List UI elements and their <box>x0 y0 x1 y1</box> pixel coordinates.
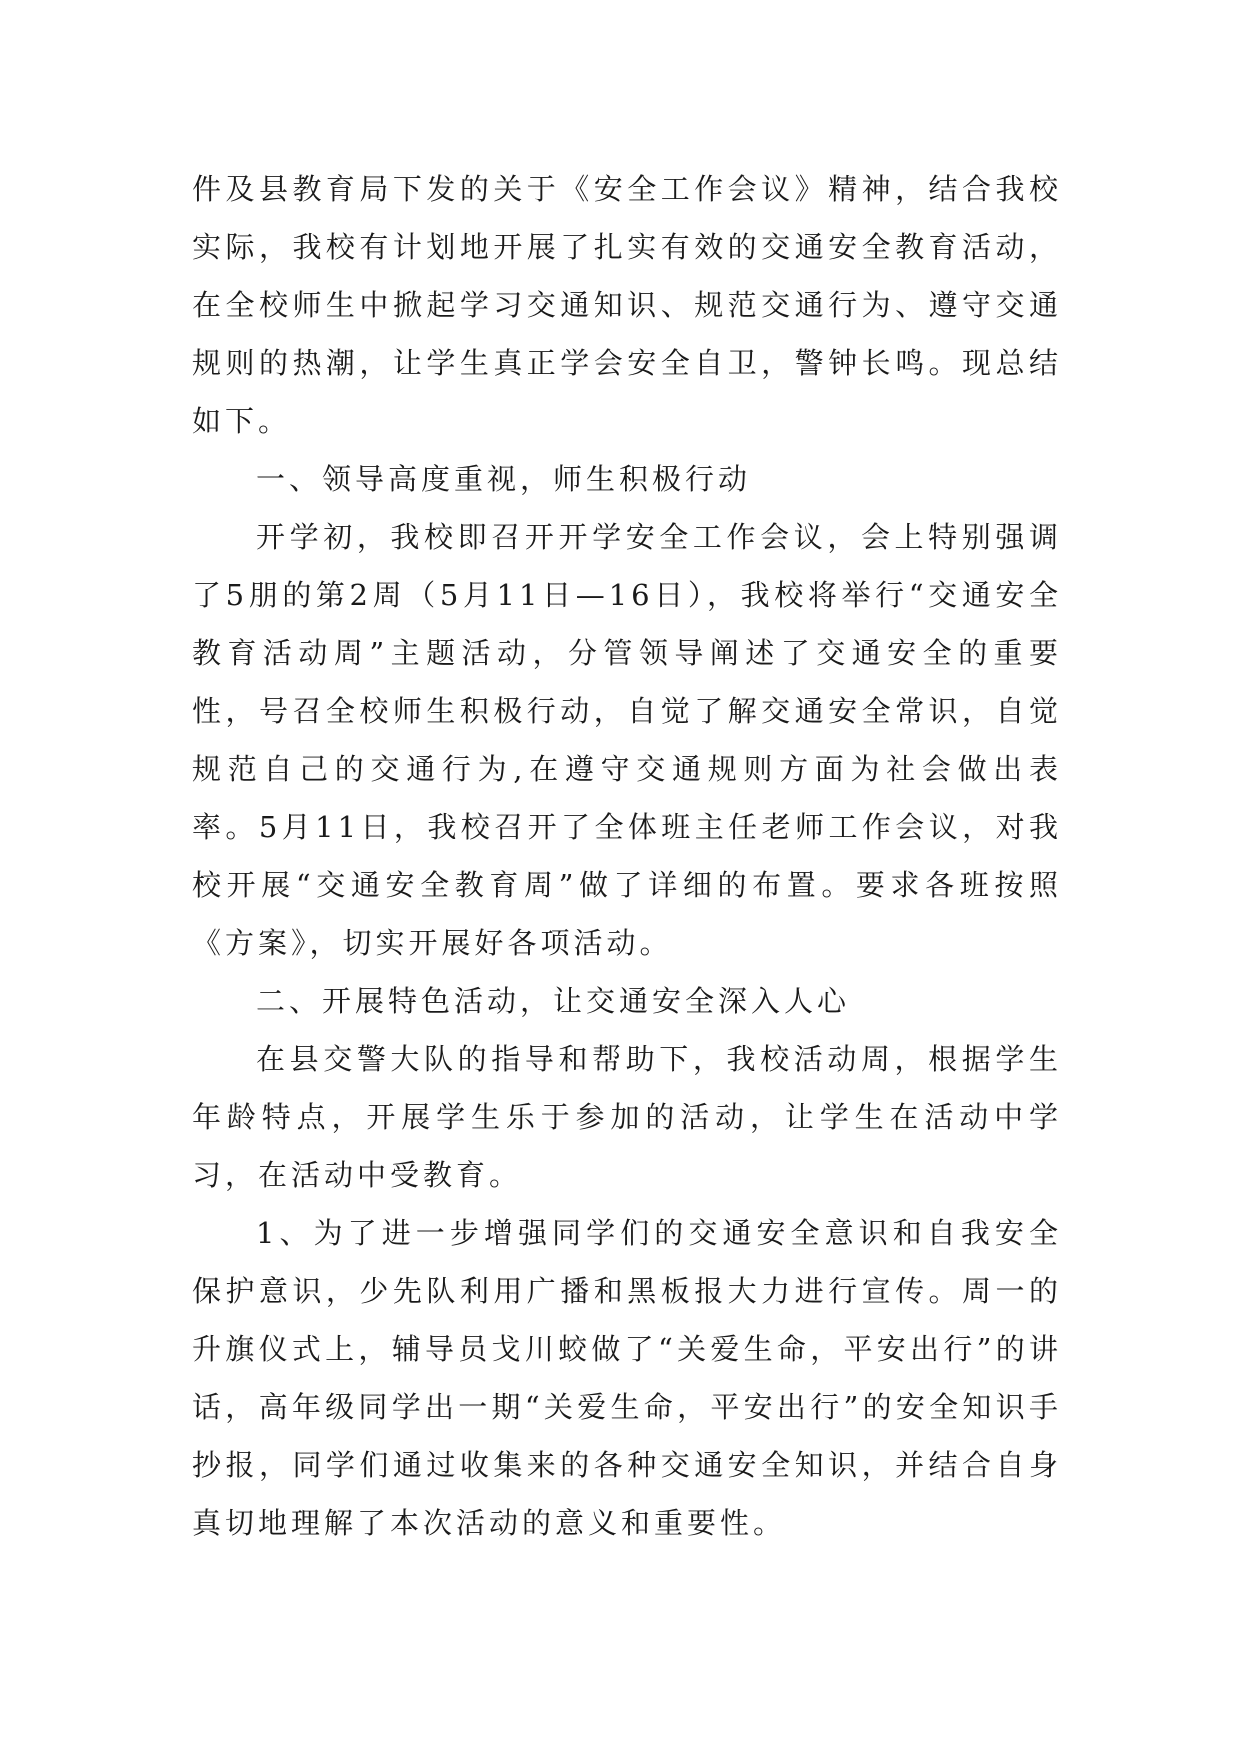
paragraph-intro-continuation: 件及县教育局下发的关于《安全工作会议》精神，结合我校实际，我校有计划地开展了扎实有效的交通安全教育活动，在全校师生中掀起学习交通知识、规范交通行为、遵守交通规则的热潮，让学生真正学会安全自卫，警钟长鸣。现总结如下。 <box>192 172 1062 438</box>
paragraph-section-2-intro: 在县交警大队的指导和帮助下，我校活动周，根据学生年龄特点，开展学生乐于参加的活动，让学生在活动中学习，在活动中受教育。 <box>192 1042 1062 1192</box>
paragraph-section-2-item-1: 1、为了进一步增强同学们的交通安全意识和自我安全保护意识，少先队利用广播和黑板报大力进行宣传。周一的升旗仪式上，辅导员戈川蛟做了“关爱生命，平安出行”的讲话，高年级同学出一期“关爱生命，平安出行”的安全知识手抄报，同学们通过收集来的各种交通安全知识，并结合自身真切地理解了本次活动的意义和重要性。 <box>192 1216 1062 1540</box>
paragraph-section-1: 开学初，我校即召开开学安全工作会议，会上特别强调了5朋的第2周（5月11日—16日），我校将举行“交通安全教育活动周”主题活动，分管领导阐述了交通安全的重要性，号召全校师生积极行动，自觉了解交通安全常识，自觉规范自己的交通行为,在遵守交通规则方面为社会做出表率。5月11日，我校召开了全体班主任老师工作会议，对我校开展“交通安全教育周”做了详细的布置。要求各班按照《方案》，切实开展好各项活动。 <box>192 520 1062 960</box>
section-heading-1: 一、领导高度重视，师生积极行动 <box>256 462 752 496</box>
document-body <box>192 160 1062 1552</box>
section-heading-2: 二、开展特色活动，让交通安全深入人心 <box>256 984 851 1018</box>
